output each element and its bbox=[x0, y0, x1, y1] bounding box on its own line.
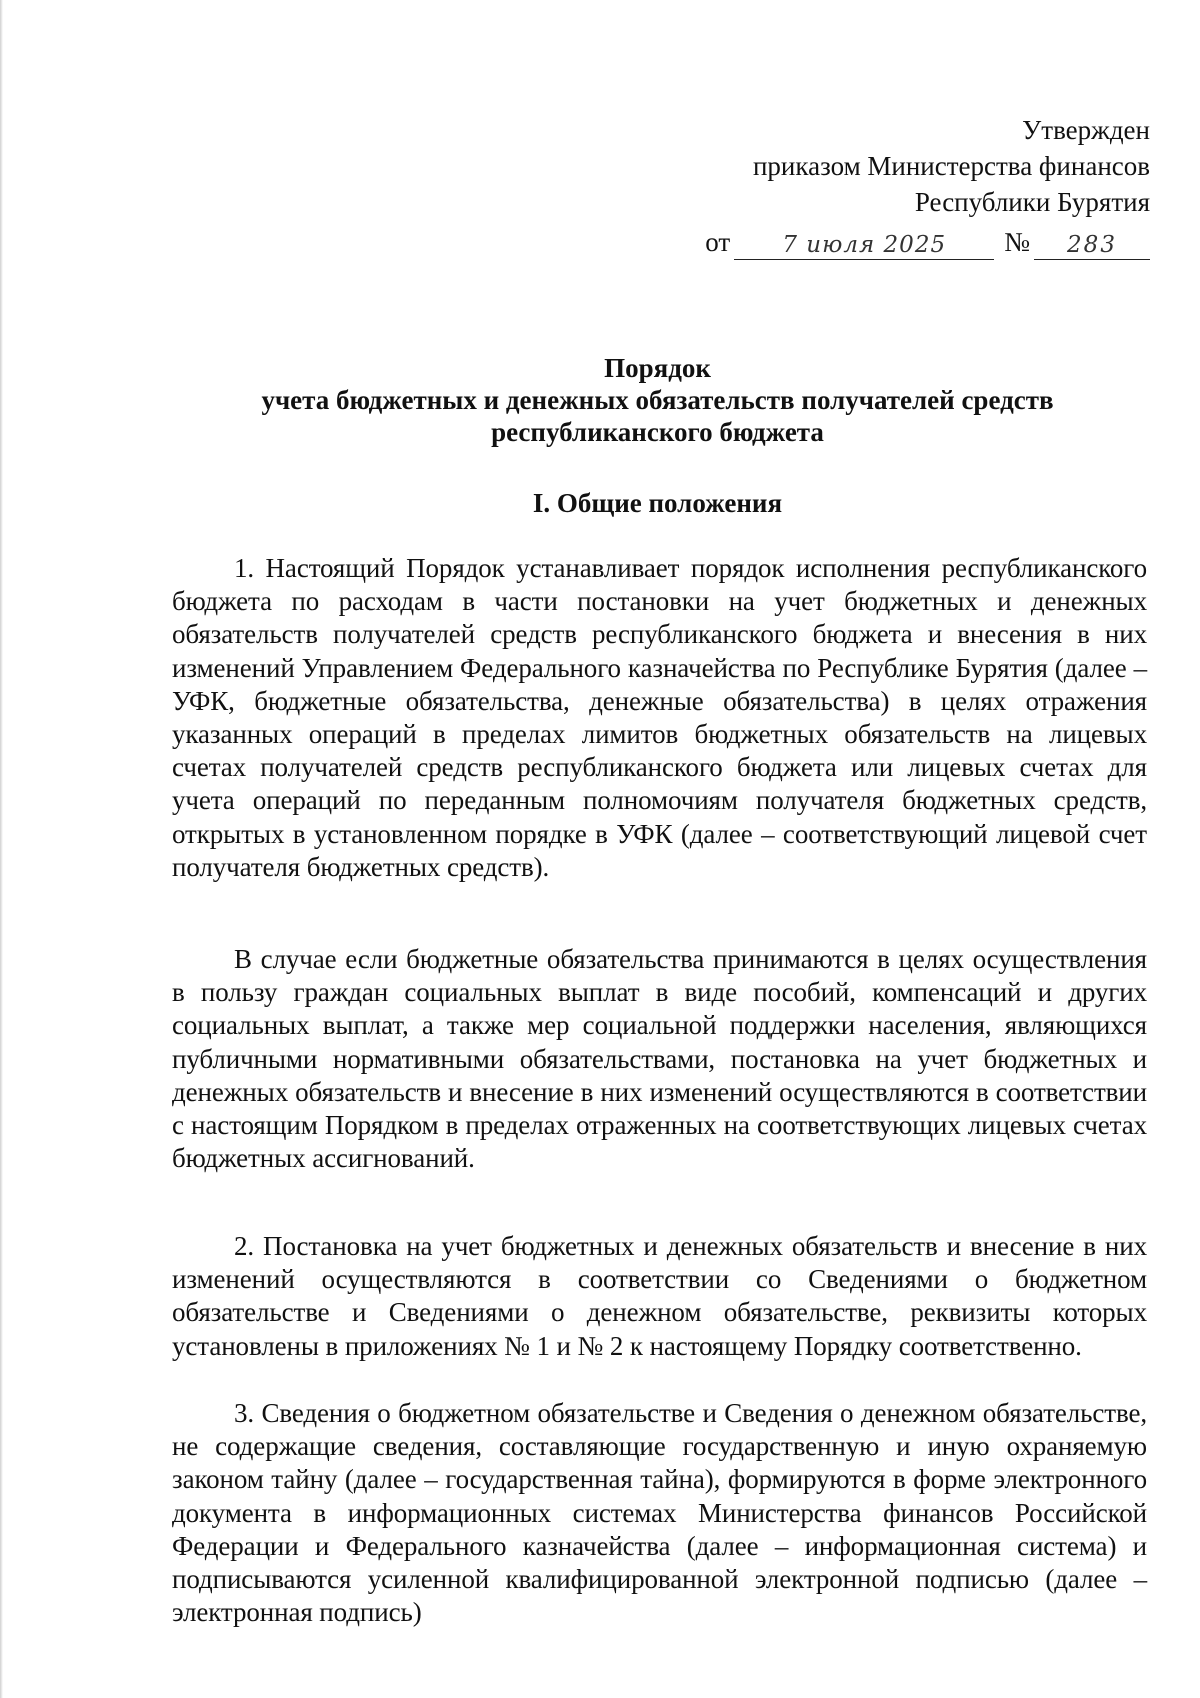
approval-line-1: Утвержден bbox=[1022, 115, 1150, 145]
approval-stamp bbox=[705, 112, 1150, 260]
paragraph-2: В случае если бюджетные обязательства принимаются в целях осуществления в пользу граждан социальных выплат в виде пособий, компенсаций и других социальных выплат, а также мер социальной поддержки населения, являющихся публичными нормативными обязательствами, постановка на учет бюджетных и денежных обязательств и внесение в них изменений осуществляются в соответствии с настоящим Порядком в пределах отраженных на соответствующих лицевых счетах бюджетных ассигнований. bbox=[172, 944, 1147, 1174]
date-prefix: от bbox=[705, 227, 731, 257]
paragraph-4: 3. Сведения о бюджетном обязательстве и Сведения о денежном обязательстве, не содержащие сведения, составляющие государственную и иную охраняемую законом тайну (далее – государственная тайна), формируются в форме электронного документа в информационных системах Министерства финансов Российской Федерации и Федерального казначейства (далее – информационная система) и подписываются усиленной квалифицированной электронной подписью (далее – электронная подпись) bbox=[172, 1398, 1147, 1628]
page-edge bbox=[0, 0, 3, 1698]
approval-date-number-line bbox=[705, 224, 1150, 260]
number-label: № bbox=[1004, 227, 1030, 257]
handwritten-number: 283 bbox=[1034, 231, 1150, 260]
section-heading: I. Общие положения bbox=[532, 488, 783, 518]
document-title bbox=[170, 352, 1145, 448]
title-line-2: учета бюджетных и денежных обязательств получателей средств bbox=[261, 385, 1054, 415]
title-line-1: Порядок bbox=[604, 353, 711, 383]
approval-line-3: Республики Бурятия bbox=[914, 187, 1150, 217]
title-line-3: республиканского бюджета bbox=[491, 417, 824, 447]
approval-line-2: приказом Министерства финансов bbox=[752, 151, 1150, 181]
paragraph-3: 2. Постановка на учет бюджетных и денежных обязательств и внесение в них изменений осуществляются в соответствии со Сведениями о бюджетном обязательстве и Сведениями о денежном обязательстве, реквизиты которых установлены в приложениях № 1 и № 2 к настоящему Порядку соответственно. bbox=[172, 1231, 1147, 1361]
handwritten-date: 7 июля 2025 bbox=[734, 231, 994, 260]
paragraph-1: 1. Настоящий Порядок устанавливает порядок исполнения республиканского бюджета по расходам в части постановки на учет бюджетных и денежных обязательств получателей средств республиканского бюджета и внесения в них изменений Управлением Федерального казначейства по Республике Бурятия (далее – УФК, бюджетные обязательства, денежные обязательства) в целях отражения указанных операций в пределах лимитов бюджетных обязательств на лицевых счетах получателей средств республиканского бюджета или лицевых счетах для учета операций по переданным полномочиям получателя бюджетных средств, открытых в установленном порядке в УФК (далее – соответствующий лицевой счет получателя бюджетных средств). bbox=[172, 553, 1147, 882]
